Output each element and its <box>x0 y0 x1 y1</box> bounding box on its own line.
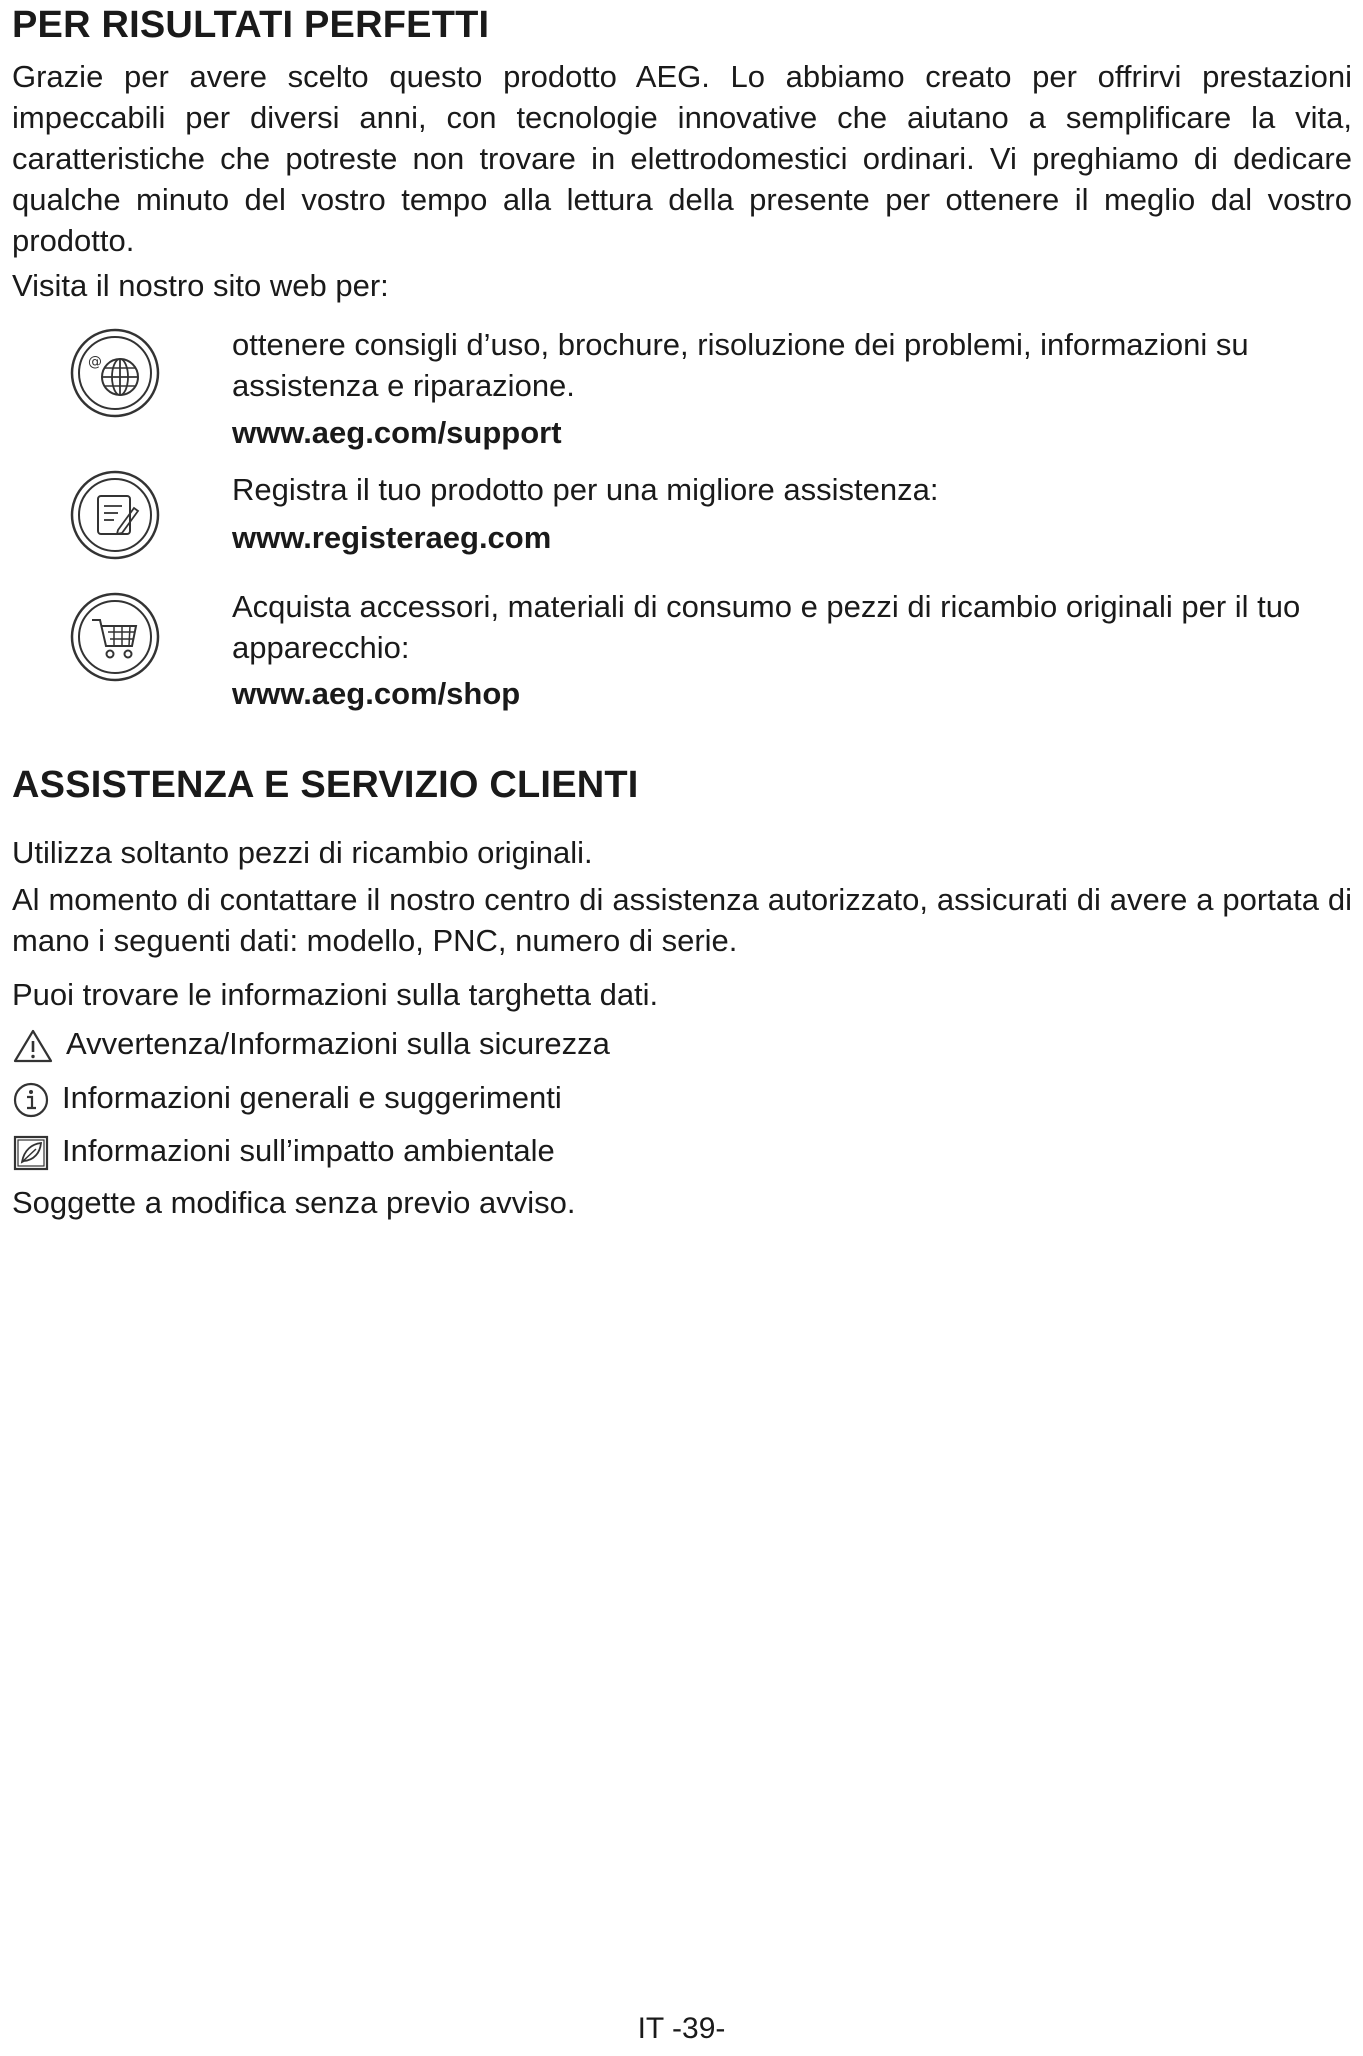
support-link[interactable]: www.aeg.com/support <box>232 415 562 450</box>
intro-paragraph: Grazie per avere scelto questo prodotto AEG. Lo abbiamo creato per offrirvi prestazioni impeccabili per diversi anni, con tecnologie innovative che aiutano a semplificare la vita, caratteristiche che potreste non trovare in elettrodomestici ordinari. Vi preghiamo di dedicare qualche minuto del vostro tempo alla lettura della presente per ottenere il meglio dal vostro prodotto. <box>12 59 1352 258</box>
symbol-row-warning <box>12 1023 610 1064</box>
globe-icon <box>68 326 162 420</box>
symbol-label-warning: Avvertenza/Informazioni sulla sicurezza <box>66 1026 610 1061</box>
symbol-row-info <box>12 1077 562 1119</box>
environment-icon <box>12 1134 50 1172</box>
section-title-service: ASSISTENZA E SERVIZIO CLIENTI <box>12 764 639 806</box>
service-paragraph-2: Al momento di contattare il nostro centro di assistenza autorizzato, assicurati di avere a portata di mano i seguenti dati: modello, PNC, numero di serie. <box>12 882 1352 958</box>
symbol-label-environment: Informazioni sull’impatto ambientale <box>62 1133 555 1168</box>
page-number: IT -39- <box>637 2012 726 2045</box>
web-item-shop-text: Acquista accessori, materiali di consumo e pezzi di ricambio originali per il tuo apparecchio: <box>232 589 1301 665</box>
service-paragraph-1: Utilizza soltanto pezzi di ricambio originali. <box>12 835 593 870</box>
section-title-results: PER RISULTATI PERFETTI <box>12 4 490 46</box>
symbol-label-info: Informazioni generali e suggerimenti <box>62 1080 562 1115</box>
web-item-support-text: ottenere consigli d’uso, brochure, risoluzione dei problemi, informazioni su assistenza e riparazione. <box>232 327 1249 403</box>
visit-text: Visita il nostro sito web per: <box>12 268 389 303</box>
warning-icon <box>12 1028 54 1064</box>
info-icon <box>12 1081 50 1119</box>
register-link[interactable]: www.registeraeg.com <box>232 520 552 555</box>
symbol-row-environment <box>12 1130 555 1172</box>
modification-note: Soggette a modifica senza previo avviso. <box>12 1185 576 1220</box>
cart-icon <box>68 590 162 684</box>
web-item-register-text: Registra il tuo prodotto per una migliore assistenza: <box>232 472 939 507</box>
svg-text:@: @ <box>88 354 102 370</box>
register-icon <box>68 468 162 562</box>
service-paragraph-3: Puoi trovare le informazioni sulla targhetta dati. <box>12 977 659 1012</box>
shop-link[interactable]: www.aeg.com/shop <box>232 676 521 711</box>
